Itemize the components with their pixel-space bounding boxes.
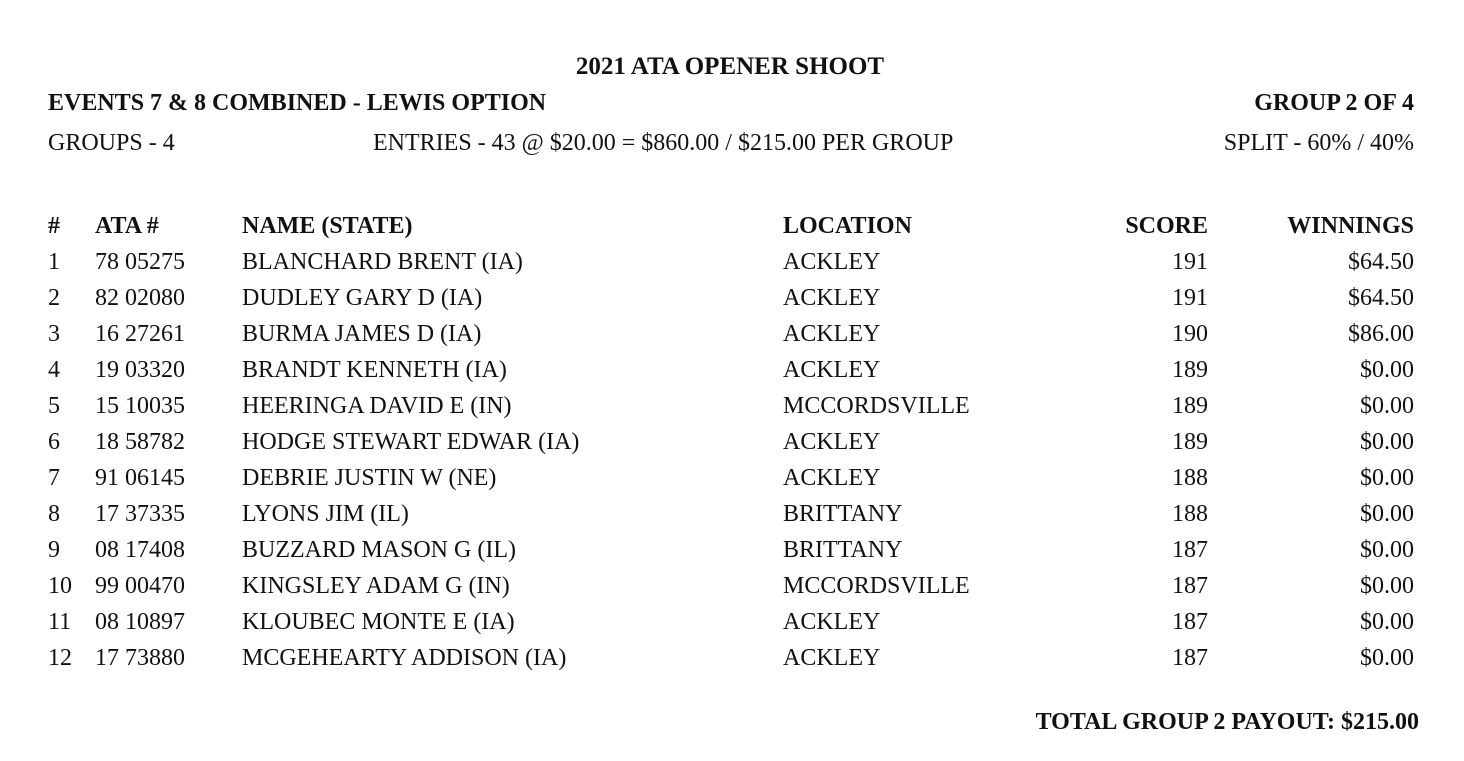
payout-split: SPLIT - 60% / 40% [1223, 130, 1414, 156]
cell-num: 4 [48, 357, 60, 383]
cell-ata: 17 73880 [95, 645, 185, 671]
total-payout: TOTAL GROUP 2 PAYOUT: $215.00 [1035, 709, 1419, 735]
cell-score: 189 [1172, 429, 1208, 455]
cell-name: BUZZARD MASON G (IL) [242, 537, 516, 563]
cell-location: BRITTANY [783, 501, 903, 527]
cell-num: 2 [48, 285, 60, 311]
cell-name: MCGEHEARTY ADDISON (IA) [242, 645, 567, 671]
cell-name: BRANDT KENNETH (IA) [242, 357, 507, 383]
cell-winnings: $0.00 [1360, 645, 1414, 671]
header-ata: ATA # [95, 213, 159, 239]
cell-score: 191 [1172, 249, 1208, 275]
cell-winnings: $0.00 [1360, 501, 1414, 527]
cell-location: ACKLEY [783, 465, 881, 491]
cell-winnings: $86.00 [1348, 321, 1414, 347]
header-winnings: WINNINGS [1287, 213, 1414, 239]
cell-ata: 16 27261 [95, 321, 185, 347]
table-row [0, 322, 1464, 358]
cell-ata: 91 06145 [95, 465, 185, 491]
table-row [0, 610, 1464, 646]
table-header [0, 214, 1464, 250]
event-heading: EVENTS 7 & 8 COMBINED - LEWIS OPTION [48, 90, 547, 116]
cell-name: HEERINGA DAVID E (IN) [242, 393, 512, 419]
cell-score: 187 [1172, 573, 1208, 599]
cell-location: ACKLEY [783, 285, 881, 311]
cell-num: 9 [48, 537, 60, 563]
groups-count: GROUPS - 4 [48, 130, 175, 156]
cell-winnings: $0.00 [1360, 357, 1414, 383]
header-name: NAME (STATE) [242, 213, 413, 239]
group-heading: GROUP 2 OF 4 [1254, 90, 1414, 116]
cell-ata: 19 03320 [95, 357, 185, 383]
header-location: LOCATION [783, 213, 912, 239]
cell-name: BLANCHARD BRENT (IA) [242, 249, 523, 275]
cell-ata: 17 37335 [95, 501, 185, 527]
cell-score: 188 [1172, 465, 1208, 491]
table-row [0, 646, 1464, 682]
cell-name: DUDLEY GARY D (IA) [242, 285, 483, 311]
cell-num: 6 [48, 429, 60, 455]
cell-num: 11 [48, 609, 72, 635]
table-row [0, 538, 1464, 574]
cell-num: 7 [48, 465, 60, 491]
cell-ata: 08 10897 [95, 609, 185, 635]
cell-name: HODGE STEWART EDWAR (IA) [242, 429, 580, 455]
cell-num: 1 [48, 249, 60, 275]
table-row [0, 502, 1464, 538]
table-row [0, 394, 1464, 430]
cell-score: 191 [1172, 285, 1208, 311]
header-score: SCORE [1125, 213, 1208, 239]
table-row [0, 250, 1464, 286]
table-row [0, 286, 1464, 322]
cell-score: 189 [1172, 393, 1208, 419]
cell-winnings: $0.00 [1360, 465, 1414, 491]
cell-winnings: $0.00 [1360, 573, 1414, 599]
cell-location: ACKLEY [783, 429, 881, 455]
cell-ata: 18 58782 [95, 429, 185, 455]
cell-location: ACKLEY [783, 609, 881, 635]
cell-num: 8 [48, 501, 60, 527]
cell-ata: 15 10035 [95, 393, 185, 419]
cell-location: BRITTANY [783, 537, 903, 563]
table-row [0, 466, 1464, 502]
cell-winnings: $0.00 [1360, 429, 1414, 455]
cell-num: 12 [48, 645, 72, 671]
table-row [0, 430, 1464, 466]
cell-name: KLOUBEC MONTE E (IA) [242, 609, 515, 635]
cell-location: MCCORDSVILLE [783, 573, 970, 599]
cell-location: MCCORDSVILLE [783, 393, 970, 419]
cell-location: ACKLEY [783, 357, 881, 383]
cell-score: 188 [1172, 501, 1208, 527]
cell-score: 187 [1172, 645, 1208, 671]
cell-name: BURMA JAMES D (IA) [242, 321, 482, 347]
cell-score: 187 [1172, 537, 1208, 563]
cell-location: ACKLEY [783, 249, 881, 275]
cell-num: 10 [48, 573, 72, 599]
cell-score: 187 [1172, 609, 1208, 635]
cell-winnings: $0.00 [1360, 609, 1414, 635]
cell-name: LYONS JIM (IL) [242, 501, 409, 527]
cell-name: KINGSLEY ADAM G (IN) [242, 573, 510, 599]
cell-location: ACKLEY [783, 321, 881, 347]
entries-summary: ENTRIES - 43 @ $20.00 = $860.00 / $215.00 PER GROUP [373, 130, 954, 156]
cell-winnings: $0.00 [1360, 537, 1414, 563]
table-row [0, 358, 1464, 394]
cell-ata: 08 17408 [95, 537, 185, 563]
cell-score: 189 [1172, 357, 1208, 383]
table-row [0, 574, 1464, 610]
cell-ata: 78 05275 [95, 249, 185, 275]
cell-ata: 82 02080 [95, 285, 185, 311]
header-num: # [48, 213, 60, 239]
cell-winnings: $64.50 [1348, 285, 1414, 311]
cell-location: ACKLEY [783, 645, 881, 671]
cell-num: 5 [48, 393, 60, 419]
cell-ata: 99 00470 [95, 573, 185, 599]
cell-num: 3 [48, 321, 60, 347]
cell-winnings: $64.50 [1348, 249, 1414, 275]
cell-name: DEBRIE JUSTIN W (NE) [242, 465, 497, 491]
report-title: 2021 ATA OPENER SHOOT [575, 53, 885, 80]
cell-winnings: $0.00 [1360, 393, 1414, 419]
cell-score: 190 [1172, 321, 1208, 347]
